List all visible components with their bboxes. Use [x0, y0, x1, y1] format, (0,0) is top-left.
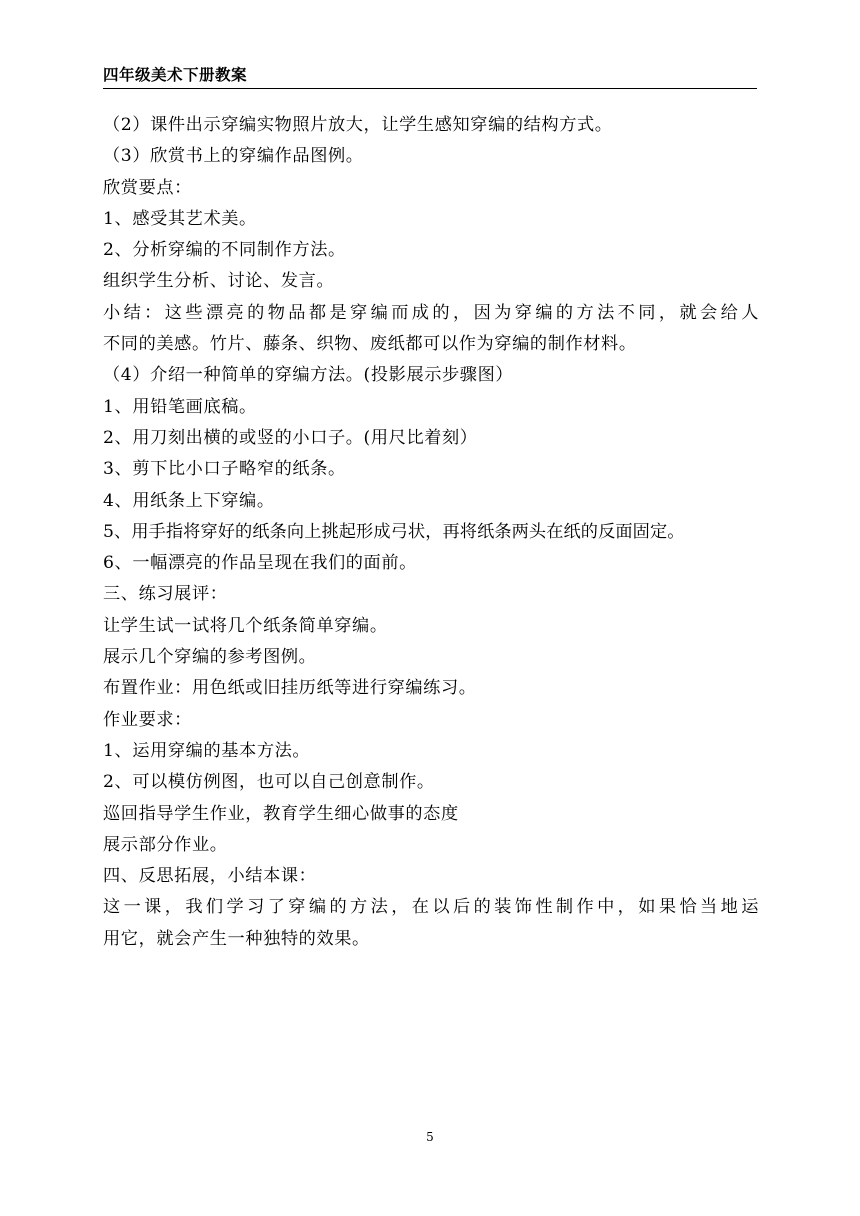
conclusion-paragraph — [103, 892, 759, 955]
text-line-show-examples: 展示几个穿编的参考图例。 — [103, 647, 317, 668]
text-line-appreciate-examples: （3）欣赏书上的穿编作品图例。 — [103, 146, 364, 167]
page-header — [103, 62, 757, 89]
summary-line-1: 小结：这些漂亮的物品都是穿编而成的，因为穿编的方法不同，就会给人 — [103, 302, 759, 323]
section-heading-practice: 三、练习展评： — [103, 584, 228, 605]
text-line-point-1: 1、感受其艺术美。 — [103, 208, 257, 229]
text-line-show-work: 展示部分作业。 — [103, 834, 228, 855]
text-line-step-6: 6、一幅漂亮的作品呈现在我们的面前。 — [103, 553, 417, 574]
conclusion-line-1: 这一课，我们学习了穿编的方法，在以后的装饰性制作中，如果恰当地运 — [103, 897, 759, 918]
text-line-requirement-2: 2、可以模仿例图，也可以自己创意制作。 — [103, 772, 435, 793]
summary-paragraph — [103, 298, 759, 361]
text-line-step-3: 3、剪下比小口子略窄的纸条。 — [103, 459, 346, 480]
text-line-method-intro: （4）介绍一种简单的穿编方法。(投影展示步骤图） — [103, 365, 514, 386]
text-line-assign-homework: 布置作业：用色纸或旧挂历纸等进行穿编练习。 — [103, 678, 477, 699]
text-line-step-2: 2、用刀刻出横的或竖的小口子。(用尺比着刻） — [103, 427, 478, 448]
section-heading-reflection: 四、反思拓展，小结本课： — [103, 866, 317, 887]
text-line-appreciation-points: 欣赏要点： — [103, 177, 192, 198]
text-line-guide-students: 巡回指导学生作业，教育学生细心做事的态度 — [103, 803, 459, 824]
summary-line-2: 不同的美感。竹片、藤条、织物、废纸都可以作为穿编的制作材料。 — [103, 334, 637, 355]
text-line-step-1: 1、用铅笔画底稿。 — [103, 396, 257, 417]
text-line-point-2: 2、分析穿编的不同制作方法。 — [103, 240, 346, 261]
text-line-homework-requirements: 作业要求： — [103, 709, 192, 730]
lesson-body — [103, 110, 759, 955]
text-line-step-4: 4、用纸条上下穿编。 — [103, 490, 275, 511]
text-line-try-weaving: 让学生试一试将几个纸条简单穿编。 — [103, 615, 388, 636]
text-line-courseware-photo: （2）课件出示穿编实物照片放大，让学生感知穿编的结构方式。 — [103, 115, 613, 135]
text-line-step-5: 5、用手指将穿好的纸条向上挑起形成弓状，再将纸条两头在纸的反面固定。 — [103, 521, 685, 542]
text-line-organize-discussion: 组织学生分析、讨论、发言。 — [103, 271, 335, 292]
conclusion-line-2: 用它，就会产生一种独特的效果。 — [103, 928, 370, 949]
header-title: 四年级美术下册教案 — [103, 66, 248, 84]
text-line-requirement-1: 1、运用穿编的基本方法。 — [103, 740, 311, 761]
page-number: 5 — [426, 1130, 434, 1144]
